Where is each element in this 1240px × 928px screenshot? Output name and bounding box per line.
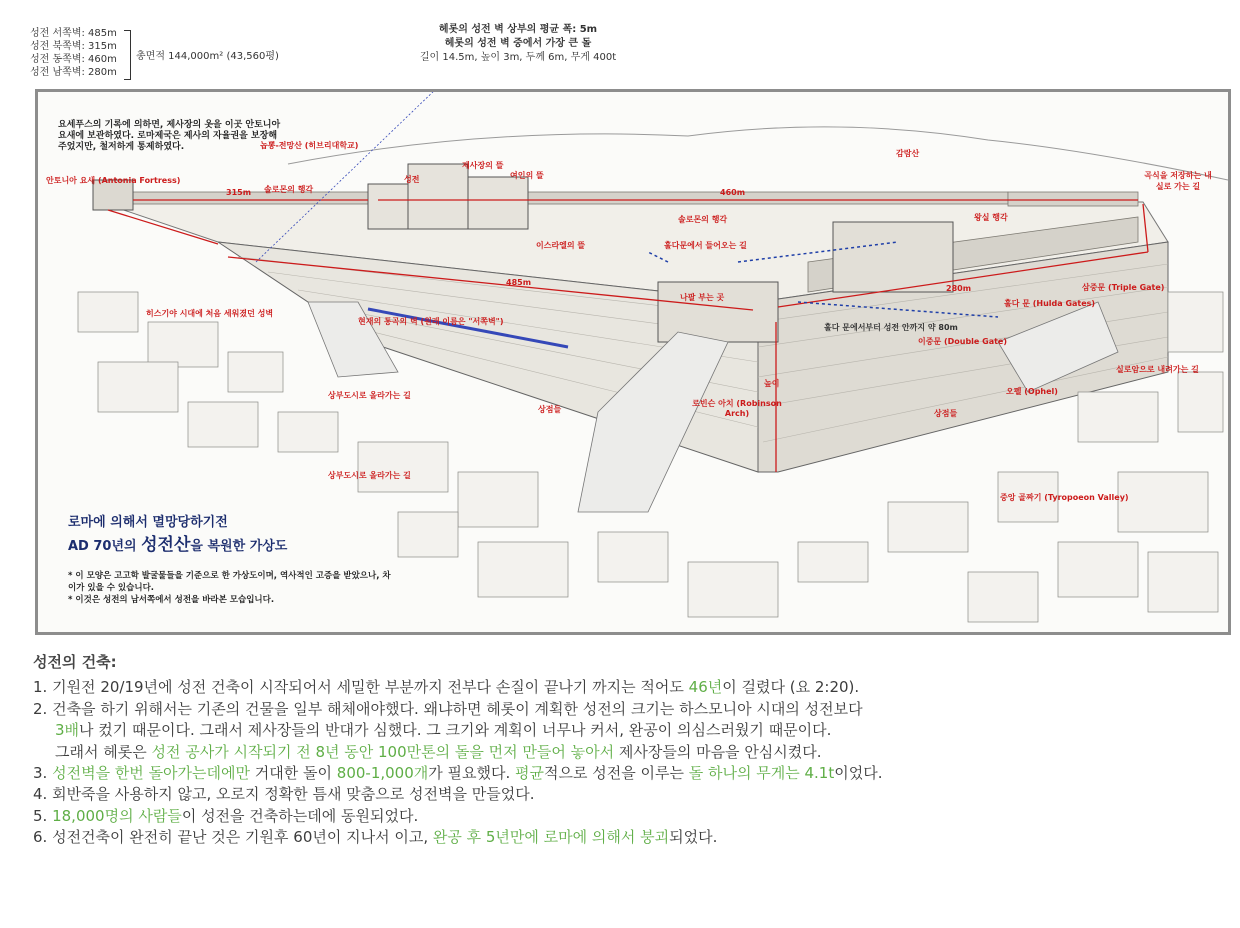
item3-text-a: 3. <box>33 764 53 783</box>
label-triple-gate: 삼중문 (Triple Gate) <box>1082 283 1165 292</box>
item2-text-2: 나 컸기 때문이다. 그래서 제사장들의 반대가 심했다. 그 크기와 계획이 너무나 커서, 완공이 의심스러웠기 때문이다. <box>79 721 832 740</box>
item5-text-a: 5. <box>33 806 53 825</box>
item5-text-b: 이 성전을 건축하는데에 동원되었다. <box>181 806 419 825</box>
label-tyropoeon: 중앙 골짜기 (Tyropoeon Valley) <box>1000 493 1129 502</box>
label-hulda-path: 훌다문에서 들어오는 길 <box>664 241 747 250</box>
herod-note-line1: 헤롯의 성전 벽 상부의 평균 폭: 5m <box>438 24 598 35</box>
herod-note-line2: 헤롯의 성전 벽 중에서 가장 큰 돌 <box>444 38 592 49</box>
label-temple: 성전 <box>404 175 420 184</box>
stats-bracket <box>124 30 131 80</box>
figure-note-1: * 이 모양은 고고학 발굴물들을 기준으로 한 가상도이며, 역사적인 고증을 받았으나, 차이가 있을 수 있습니다. <box>68 571 391 593</box>
figure-notes <box>68 570 398 606</box>
label-antonia: 안토니아 요새 (Antonia Fortress) <box>46 176 181 185</box>
item2-highlight-2: 성전 공사가 시작되기 전 8년 동안 100만톤의 돌을 먼저 만들어 놓아서 <box>151 742 615 761</box>
label-royal-porch: 왕실 행각 <box>974 213 1008 222</box>
label-north-wall: 315m <box>226 188 252 197</box>
article-heading: 성전의 건축: <box>33 653 117 671</box>
item3-text-e: 이었다. <box>834 764 883 783</box>
west-wall-length: 성전 서쪽벽: 485m <box>30 28 117 39</box>
article-item-2-line1: 2. 건축을 하기 위해서는 기존의 건물을 일부 해체애야했다. 왜냐하면 헤롯이 계획한 성전의 크기는 하스모니아 시대의 성전보다 <box>33 699 863 718</box>
north-wall-length: 성전 북쪽벽: 315m <box>30 41 117 52</box>
label-height: 높이 <box>764 379 780 388</box>
temple-mount-illustration <box>35 89 1231 635</box>
caption-line2-pre: AD 70년의 <box>68 539 142 554</box>
item3-text-d: 적으로 성전을 이루는 <box>544 764 689 783</box>
herod-wall-note <box>398 23 638 65</box>
label-olives: 감람산 <box>896 149 920 158</box>
caption-line2 <box>68 534 287 558</box>
label-shops: 상점들 <box>538 405 562 414</box>
label-western-wall: 현재의 통곡의 벽 (원래 이름은 "서쪽벽") <box>358 317 504 326</box>
item3-highlight-1: 성전벽을 한번 돌아가는데에만 <box>52 764 251 783</box>
item2-text-3b: 제사장들의 마음을 안심시켰다. <box>614 742 822 761</box>
item3-text-b: 거대한 돌이 <box>250 764 337 783</box>
caption-line2-post: 을 복원한 가상도 <box>190 539 288 554</box>
article-item-3 <box>33 763 1223 784</box>
item3-highlight-2: 800-1,000개 <box>336 764 429 783</box>
label-womens-court: 여인의 뜰 <box>510 171 544 180</box>
label-israel-court: 이스라엘의 뜰 <box>536 241 586 250</box>
item6-text-b: 되었다. <box>669 828 718 847</box>
label-upper-city-1: 상부도시로 올라가는 길 <box>328 391 411 400</box>
figure-note-2: * 이것은 성전의 남서쪽에서 성전을 바라본 모습입니다. <box>68 595 275 605</box>
item1-text-b: 이 걸렸다 (요 2:20). <box>722 678 860 697</box>
herod-note-line3: 길이 14.5m, 높이 3m, 두께 6m, 무게 400t <box>419 52 617 63</box>
total-area: 총면적 144,000m² (43,560평) <box>136 51 279 62</box>
label-siloam: 실로암으로 내려가는 길 <box>1116 365 1199 374</box>
article-item-1 <box>33 677 1223 698</box>
item5-highlight: 18,000명의 사람들 <box>52 806 182 825</box>
label-west-wall: 485m <box>506 278 532 287</box>
josephus-note: 요세푸스의 기록에 의하면, 제사장의 옷을 이곳 안토니아 요새에 보관하였다. 로마제국은 제사의 자율권을 보장해 주었지만, 철저하게 통제하였다. <box>58 120 281 152</box>
figure-caption <box>68 512 287 558</box>
label-hulda-distance: 훌다 문에서부터 성전 안까지 약 80m <box>824 323 958 332</box>
caption-line1: 로마에 의해서 멸망당하기전 <box>68 515 228 530</box>
item2-text-3a: 그래서 헤롯은 <box>55 742 152 761</box>
label-trumpet: 나팔 부는 곳 <box>680 293 725 302</box>
label-scopus: 놉뽕-전망산 (히브리대학교) <box>260 141 359 150</box>
item3-text-c: 가 필요했다. <box>428 764 516 783</box>
item3-highlight-3: 평균 <box>515 764 545 783</box>
east-wall-length: 성전 동쪽벽: 460m <box>30 54 117 65</box>
label-hezekiah: 히스기야 시대에 처음 세워졌던 성벽 <box>146 309 274 318</box>
label-south-wall: 280m <box>946 284 972 293</box>
caption-line2-big: 성전산 <box>141 535 191 555</box>
label-solomon-porch: 솔로몬의 행각 <box>678 215 728 224</box>
label-upper-city-2: 상부도시로 올라가는 길 <box>328 471 411 480</box>
label-storehouse: 곡식을 저장하는 내실로 가는 길 <box>1144 171 1212 191</box>
article-item-5 <box>33 806 1223 827</box>
article-body <box>33 652 1223 849</box>
item1-highlight: 46년 <box>688 678 723 697</box>
article-item-4: 4. 회반죽을 사용하지 않고, 오로지 정확한 틈새 맞춤으로 성전벽을 만들었다. <box>33 785 535 804</box>
label-ophel: 오펠 (Ophel) <box>1006 387 1058 396</box>
article-item-6 <box>33 827 1223 848</box>
south-wall-length: 성전 남쪽벽: 280m <box>30 67 117 78</box>
label-solomon-porch-left: 솔로몬의 행각 <box>264 185 314 194</box>
item6-text-a: 6. 성전건축이 완전히 끝난 것은 기원후 60년이 지나서 이고, <box>33 828 433 847</box>
item3-highlight-4: 돌 하나의 무게는 4.1t <box>688 764 835 783</box>
label-double-gate: 이중문 (Double Gate) <box>918 337 1008 346</box>
label-robinson-arch: 로빈슨 아치 (Robinson Arch) <box>692 399 782 418</box>
item1-text-a: 1. 기원전 20/19년에 성전 건축이 시작되어서 세밀한 부분까지 전부다 손질이 끝나기 까지는 적어도 <box>33 678 689 697</box>
label-east-wall: 460m <box>720 188 746 197</box>
wall-stats <box>30 27 117 79</box>
label-priests-court: 제사장의 뜰 <box>462 161 504 170</box>
label-hulda-gates: 훌다 문 (Hulda Gates) <box>1004 299 1096 308</box>
article-item-2-line2 <box>33 720 1223 741</box>
label-shops-2: 상점들 <box>934 409 958 418</box>
article-item-2-line3 <box>33 742 1223 763</box>
item6-highlight: 완공 후 5년만에 로마에 의해서 붕괴 <box>432 828 670 847</box>
item2-highlight-1: 3배 <box>55 721 80 740</box>
